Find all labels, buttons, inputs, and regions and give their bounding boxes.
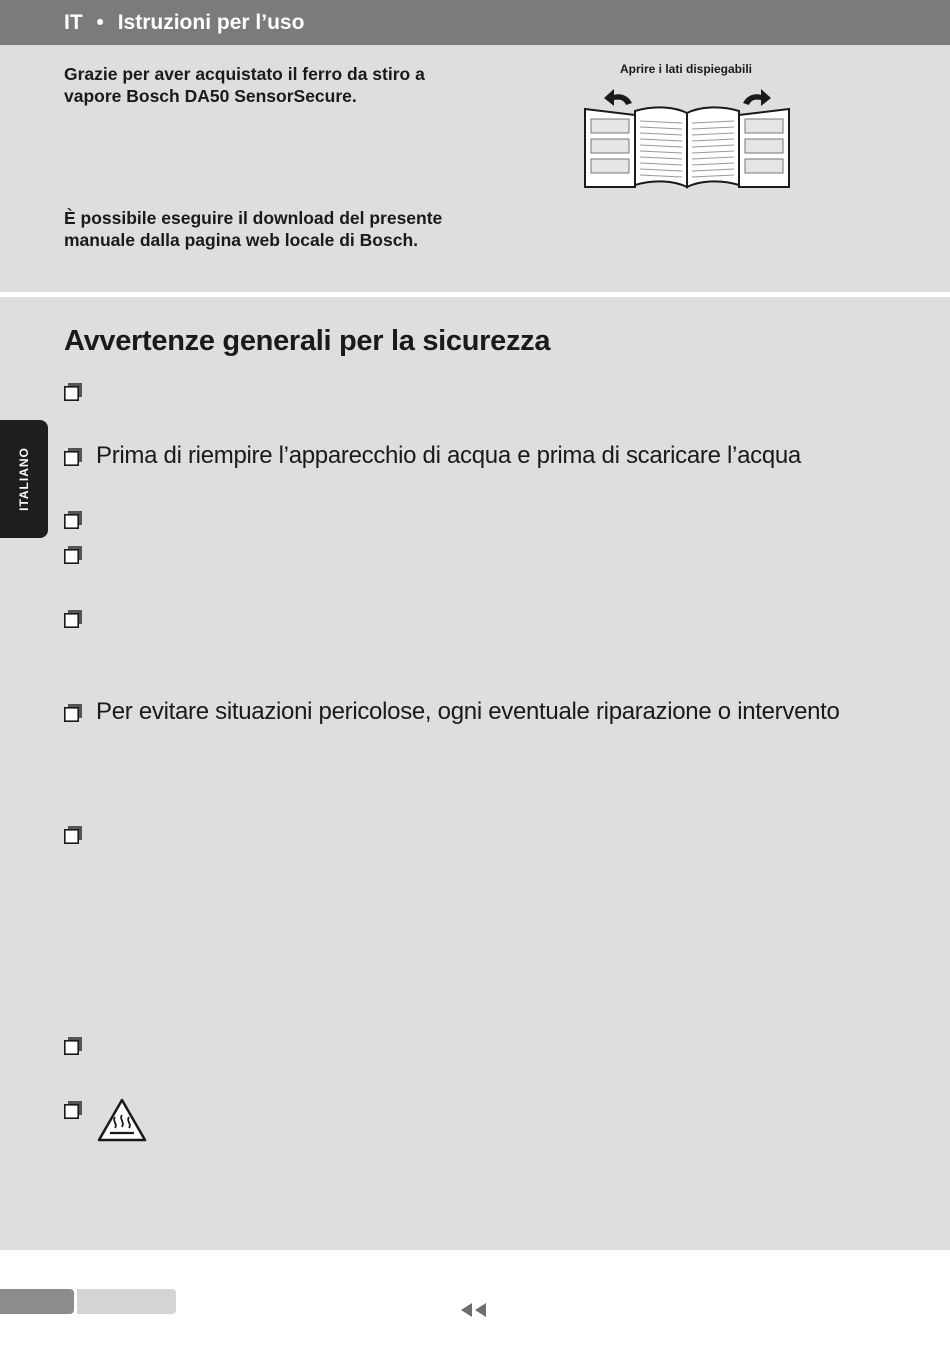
checkbox-bullet-icon xyxy=(64,610,82,628)
header-separator: • xyxy=(96,11,104,34)
checkbox-bullet-icon xyxy=(64,704,82,722)
header-title-group xyxy=(64,11,304,35)
intro-thanks-text: Grazie per aver acquistato il ferro da stiro a vapore Bosch DA50 SensorSecure. xyxy=(64,64,425,106)
checkbox-bullet-icon xyxy=(64,1101,82,1119)
header-lang-code: IT xyxy=(64,11,83,34)
language-side-tab-label: ITALIANO xyxy=(17,447,31,511)
safety-item-text: Prima di riempire l’apparecchio di acqua e prima di scaricare l’acqua xyxy=(96,442,801,469)
checkbox-bullet-icon xyxy=(64,1037,82,1055)
header-bar xyxy=(0,0,950,45)
header-title: Istruzioni per l’uso xyxy=(117,11,305,34)
safety-section-title: Avvertenze generali per la sicurezza xyxy=(64,325,551,357)
intro-panel xyxy=(0,45,950,292)
intro-download-text: È possibile eseguire il download del presente manuale dalla pagina web locale di Bosch. xyxy=(64,208,443,250)
page-back-arrows-icon[interactable] xyxy=(460,1302,488,1318)
safety-panel xyxy=(0,297,950,1250)
checkbox-bullet-icon xyxy=(64,448,82,466)
footer-tab-light xyxy=(77,1289,176,1314)
checkbox-bullet-icon xyxy=(64,546,82,564)
unfold-left-arrow-icon xyxy=(604,89,632,106)
unfold-right-arrow-icon xyxy=(743,89,771,106)
fold-figure-caption: Aprire i lati dispiegabili xyxy=(619,62,753,76)
checkbox-bullet-icon xyxy=(64,511,82,529)
footer-tab-dark xyxy=(0,1289,74,1314)
foldout-pages-illustration xyxy=(580,81,795,191)
language-side-tab xyxy=(0,420,48,538)
hot-surface-warning-icon xyxy=(96,1097,148,1143)
safety-item-text: Per evitare situazioni pericolose, ogni eventuale riparazione o intervento xyxy=(96,698,840,725)
checkbox-bullet-icon xyxy=(64,383,82,401)
checkbox-bullet-icon xyxy=(64,826,82,844)
